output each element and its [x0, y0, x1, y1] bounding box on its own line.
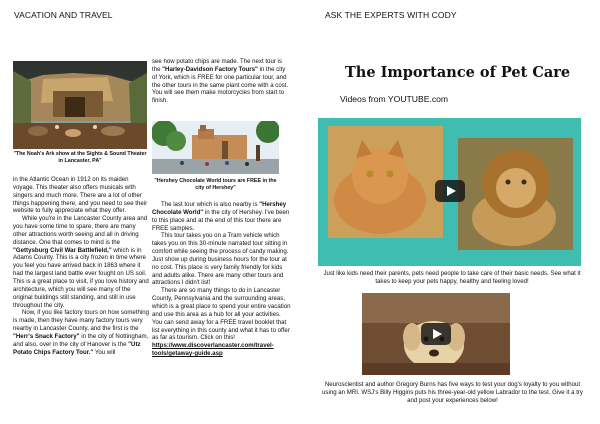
- section-header: VACATION AND TRAVEL: [14, 10, 113, 20]
- travel-booklet-link[interactable]: https://www.discoverlancaster.com/travel-tools/getaway-guide.asp: [152, 342, 274, 358]
- paragraph: This tour takes you on a Tram vehicle which takes you on this 30-minute narrated tour sitting in comfort while seeing the process of candy making. Just show up during business hours for the tour at no cost. This place is very family friendly for kids and adults alike. There are many other tours and attractions I didn't list!: [152, 232, 289, 287]
- paragraph: The last tour which is also nearby is "Hershey Chocolate World" in the city of Hershey. I've been to this place and at the end of this tour there are FREE samples.: [152, 201, 290, 232]
- video-description: Just like kids need their parents, pets need people to take care of their basic needs. See what it takes to keep your pets happy, healthy and feeling loved!: [323, 270, 581, 285]
- dog-loyalty-video[interactable]: [362, 293, 510, 375]
- article-column-2-bottom: [152, 201, 292, 358]
- pet-care-video[interactable]: [318, 118, 581, 266]
- chocolate-world-image: [152, 121, 279, 174]
- attraction-name: "Harley-Davidson Factory Tours": [162, 65, 258, 73]
- play-icon[interactable]: [435, 180, 465, 202]
- attraction-name: "Hershey Chocolate World": [152, 201, 287, 216]
- attraction-name: "Utz Potato Chips Factory Tour.": [13, 340, 141, 356]
- section-header: ASK THE EXPERTS WITH CODY: [325, 10, 457, 20]
- video-description: Neuroscientist and author Gregory Burns has five ways to test your dog's loyalty to you without using an MRI. WSJ's Billy Higgins puts his three-year-old yellow Labrador to the test. Give it a try and post your experiences below!: [322, 381, 583, 404]
- paragraph: While you're in the Lancaster County area and you have some time to spare, there are many other attractions worth seeing and all in driving distance. One that comes to mind is the "Gettysburg Civil War Battlefield," which is in Adams County. This is a city frozen in time where you feel you have arrived back in 1863 where it had the largest land battle ever fought on US soil. This is a great place to visit, if you love history and architecture, which you will see many of the original buildings still standing, and still in use throughout the city.: [13, 215, 149, 309]
- noahs-ark-stage-image: [13, 61, 147, 149]
- page-title: The Importance of Pet Care: [345, 64, 571, 81]
- paragraph: Now, if you like factory tours on how something is made, then they have many factory tours very nearby in Lancaster County, and the first is the "Herr's Snack Factory" in the city of Nottingham, and also, over in the city of Hanover is the "Utz Potato Chips Factory Tour." You will: [13, 309, 150, 356]
- paragraph: see how potato chips are made. The next tour is the "Harley-Davidson Factory Tours" in the city of York, which is FREE for one particular tour, and the other tours in the same plant come with a cost. You will see them make motorcycles from start to finish.: [152, 58, 289, 105]
- article-column-2-top: [152, 58, 292, 105]
- attraction-name: "Herr's Snack Factory": [13, 332, 80, 340]
- hershey-chocolate-world-photo: [152, 121, 279, 174]
- paragraph: There are so many things to do in Lancaster County, Pennsylvania and the surrounding areas, which is a great place to spend your entire vacation and use this area as a hub for all your activities. You can send away for a FREE travel booklet that list everything in this county and what it has to offer as far as tourism. Click on this! https://www.discoverlancaster.com/travel-tools/getaway-guide.asp: [152, 287, 291, 358]
- photo-caption: "The Noah's Ark show at the Sights & Sound Theater in Lancaster, PA": [13, 151, 147, 164]
- paragraph: in the Atlantic Ocean in 1912 on its maiden voyage. This theater also offers musicals with singers and much more. There are a lot of other things happening there, and you need to see their website to fully appreciate what they offer.: [13, 176, 148, 215]
- attraction-name: "Gettysburg Civil War Battlefield,": [13, 246, 112, 254]
- play-icon[interactable]: [421, 323, 451, 345]
- photo-caption: "Hershey Chocolate World tours are FREE in the city of Hershey": [154, 178, 277, 191]
- theater-stage-photo: [13, 61, 147, 149]
- page-subtitle: Videos from YOUTUBE.com: [340, 94, 449, 104]
- article-column-1: [13, 176, 150, 356]
- right-page: [300, 0, 600, 424]
